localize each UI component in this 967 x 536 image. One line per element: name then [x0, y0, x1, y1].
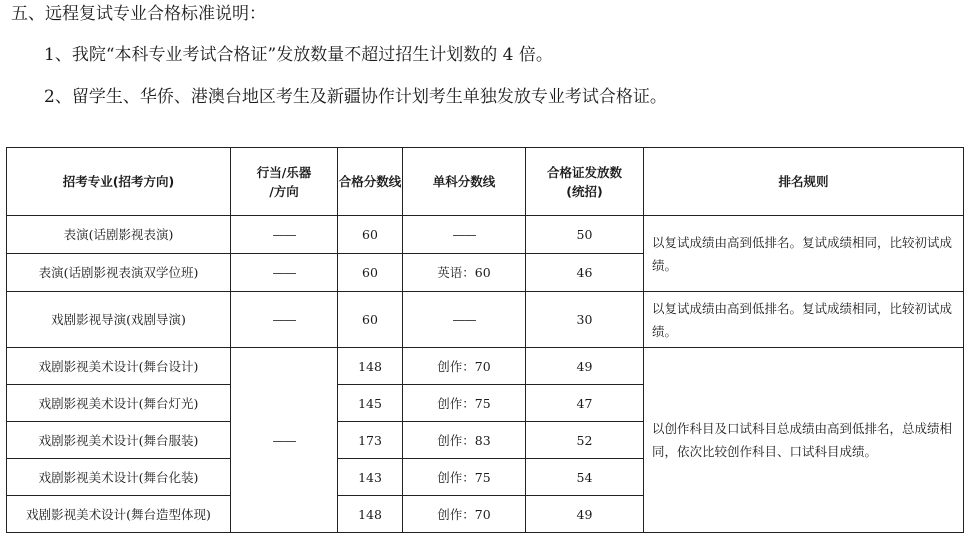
cell-single: 创作：75	[403, 385, 526, 422]
cell-pass: 143	[338, 459, 403, 496]
cell-track: ——	[231, 216, 338, 254]
table-row	[7, 348, 964, 385]
table-row	[7, 292, 964, 348]
cell-pass: 60	[338, 292, 403, 348]
cell-major: 表演(话剧影视表演)	[7, 216, 231, 254]
header-track: 行当/乐器 /方向	[231, 148, 338, 216]
table-header-row	[7, 148, 964, 216]
note-item: 2、留学生、华侨、港澳台地区考生及新疆协作计划考生单独发放专业考试合格证。	[44, 87, 667, 107]
header-single-score: 单科分数线	[403, 148, 526, 216]
cell-single: 创作：75	[403, 459, 526, 496]
cell-major: 表演(话剧影视表演双学位班)	[7, 254, 231, 292]
cell-track: ——	[231, 348, 338, 533]
cell-major: 戏剧影视美术设计(舞台化装)	[7, 459, 231, 496]
cell-certs: 46	[526, 254, 644, 292]
cell-single: ——	[403, 292, 526, 348]
cell-major: 戏剧影视美术设计(舞台设计)	[7, 348, 231, 385]
note-item: 1、我院“本科专业考试合格证”发放数量不超过招生计划数的 4 倍。	[44, 45, 553, 65]
header-ranking-rule: 排名规则	[644, 148, 964, 216]
cell-single: 创作：70	[403, 348, 526, 385]
cell-rule: 以创作科目及口试科目总成绩由高到低排名，总成绩相同，依次比较创作科目、口试科目成绩。	[644, 348, 964, 533]
cell-pass: 60	[338, 254, 403, 292]
cell-pass: 173	[338, 422, 403, 459]
admission-standards-table	[6, 147, 964, 533]
header-cert-count: 合格证发放数 (统招)	[526, 148, 644, 216]
cell-certs: 49	[526, 348, 644, 385]
cell-pass: 145	[338, 385, 403, 422]
cell-major: 戏剧影视美术设计(舞台造型体现)	[7, 496, 231, 533]
header-pass-score: 合格分数线	[338, 148, 403, 216]
cell-major: 戏剧影视导演(戏剧导演)	[7, 292, 231, 348]
cell-certs: 47	[526, 385, 644, 422]
cell-major: 戏剧影视美术设计(舞台灯光)	[7, 385, 231, 422]
cell-single: ——	[403, 216, 526, 254]
cell-rule: 以复试成绩由高到低排名。复试成绩相同，比较初试成绩。	[644, 216, 964, 292]
cell-certs: 50	[526, 216, 644, 254]
cell-pass: 148	[338, 348, 403, 385]
header-major: 招考专业(招考方向)	[7, 148, 231, 216]
cell-certs: 54	[526, 459, 644, 496]
cell-track: ——	[231, 254, 338, 292]
cell-single: 英语：60	[403, 254, 526, 292]
cell-certs: 49	[526, 496, 644, 533]
cell-single: 创作：83	[403, 422, 526, 459]
table-row	[7, 216, 964, 254]
cell-pass: 148	[338, 496, 403, 533]
cell-track: ——	[231, 292, 338, 348]
cell-certs: 30	[526, 292, 644, 348]
cell-rule: 以复试成绩由高到低排名。复试成绩相同，比较初试成绩。	[644, 292, 964, 348]
cell-certs: 52	[526, 422, 644, 459]
cell-major: 戏剧影视美术设计(舞台服装)	[7, 422, 231, 459]
cell-single: 创作：70	[403, 496, 526, 533]
cell-pass: 60	[338, 216, 403, 254]
section-heading: 五、远程复试专业合格标准说明：	[11, 4, 266, 24]
